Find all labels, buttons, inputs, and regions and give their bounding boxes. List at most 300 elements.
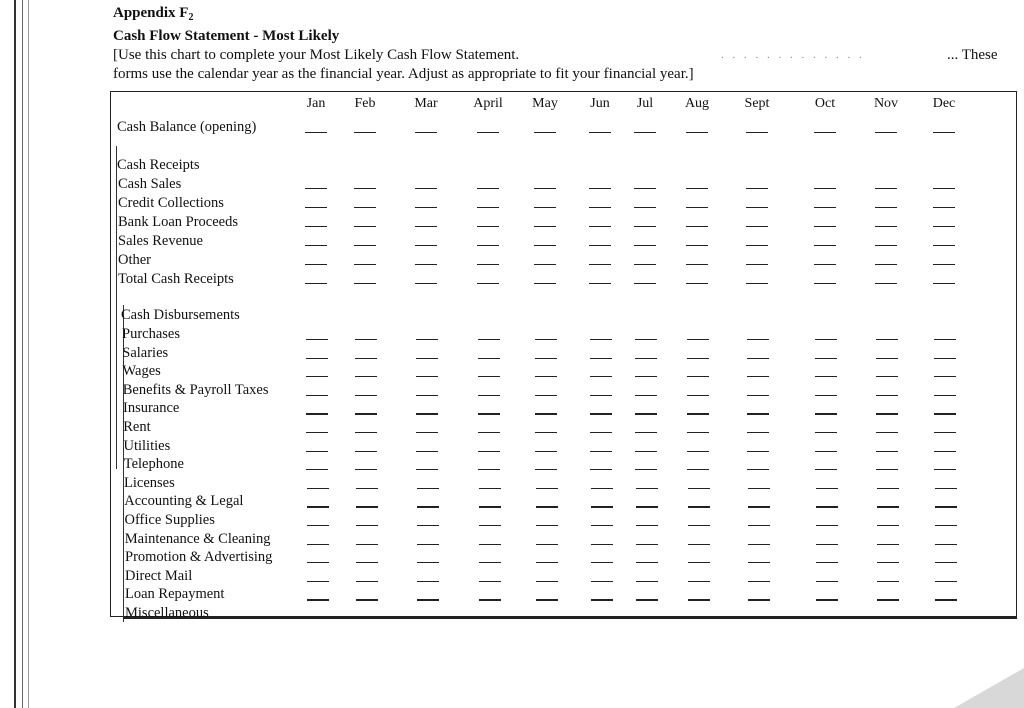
blank-entry-line[interactable] bbox=[478, 451, 500, 452]
month-header-jun: Jun bbox=[590, 96, 610, 111]
blank-entry-line[interactable] bbox=[686, 132, 708, 133]
blank-entry-line[interactable] bbox=[591, 599, 613, 600]
blank-entry-line[interactable] bbox=[748, 506, 770, 507]
blank-entry-line[interactable] bbox=[636, 618, 658, 619]
blank-entry-line[interactable] bbox=[935, 562, 957, 563]
blank-entry-line[interactable] bbox=[934, 451, 956, 452]
blank-entry-line[interactable] bbox=[687, 451, 709, 452]
blank-entry-line[interactable] bbox=[816, 525, 838, 526]
blank-entry-line[interactable] bbox=[590, 451, 612, 452]
blank-entry-line[interactable] bbox=[635, 395, 657, 396]
blank-entry-line[interactable] bbox=[934, 376, 956, 377]
blank-entry-line[interactable] bbox=[536, 581, 558, 582]
blank-entry-line[interactable] bbox=[356, 618, 378, 619]
blank-entry-line[interactable] bbox=[415, 283, 437, 284]
blank-entry-line[interactable] bbox=[688, 506, 710, 507]
blank-entry-line[interactable] bbox=[355, 469, 377, 470]
blank-entry-line[interactable] bbox=[307, 525, 329, 526]
blank-entry-line[interactable] bbox=[478, 358, 500, 359]
blank-entry-line[interactable] bbox=[478, 339, 500, 340]
blank-entry-line[interactable] bbox=[478, 395, 500, 396]
blank-entry-line[interactable] bbox=[933, 226, 955, 227]
blank-entry-line[interactable] bbox=[477, 264, 499, 265]
month-header-aug: Aug bbox=[684, 96, 710, 111]
blank-entry-line[interactable] bbox=[591, 488, 613, 489]
blank-entry-line[interactable] bbox=[814, 132, 836, 133]
blank-entry-line[interactable] bbox=[416, 432, 438, 433]
blank-entry-line[interactable] bbox=[305, 132, 327, 133]
blank-entry-line[interactable] bbox=[816, 488, 838, 489]
blank-entry-line[interactable] bbox=[746, 264, 768, 265]
blank-entry-line[interactable] bbox=[479, 562, 501, 563]
blank-entry-line[interactable] bbox=[815, 376, 837, 377]
blank-entry-line[interactable] bbox=[306, 469, 328, 470]
blank-entry-line[interactable] bbox=[536, 525, 558, 526]
blank-entry-line[interactable] bbox=[687, 339, 709, 340]
blank-entry-line[interactable] bbox=[307, 488, 329, 489]
blank-entry-line[interactable] bbox=[589, 245, 611, 246]
blank-entry-line[interactable] bbox=[307, 581, 329, 582]
blank-entry-line[interactable] bbox=[355, 358, 377, 359]
blank-entry-line[interactable] bbox=[934, 432, 956, 433]
blank-entry-line[interactable] bbox=[876, 432, 898, 433]
blank-entry-line[interactable] bbox=[635, 432, 657, 433]
blank-entry-line[interactable] bbox=[478, 469, 500, 470]
blank-entry-line[interactable] bbox=[933, 132, 955, 133]
blank-entry-line[interactable] bbox=[934, 395, 956, 396]
blank-entry-line[interactable] bbox=[478, 413, 500, 414]
blank-entry-line[interactable] bbox=[935, 618, 957, 619]
blank-entry-line[interactable] bbox=[534, 283, 556, 284]
blank-entry-line[interactable] bbox=[814, 207, 836, 208]
blank-entry-line[interactable] bbox=[479, 599, 501, 600]
blank-entry-line[interactable] bbox=[307, 599, 329, 600]
blank-entry-line[interactable] bbox=[415, 207, 437, 208]
blank-entry-line[interactable] bbox=[354, 207, 376, 208]
blank-entry-line[interactable] bbox=[415, 132, 437, 133]
blank-entry-line[interactable] bbox=[305, 245, 327, 246]
blank-entry-line[interactable] bbox=[416, 469, 438, 470]
blank-entry-line[interactable] bbox=[686, 207, 708, 208]
blank-entry-line[interactable] bbox=[877, 562, 899, 563]
blank-entry-line[interactable] bbox=[748, 599, 770, 600]
blank-entry-line[interactable] bbox=[536, 599, 558, 600]
blank-entry-line[interactable] bbox=[687, 358, 709, 359]
blank-entry-line[interactable] bbox=[590, 432, 612, 433]
blank-entry-line[interactable] bbox=[688, 525, 710, 526]
blank-entry-line[interactable] bbox=[816, 581, 838, 582]
blank-entry-line[interactable] bbox=[933, 283, 955, 284]
blank-entry-line[interactable] bbox=[747, 358, 769, 359]
blank-entry-line[interactable] bbox=[686, 264, 708, 265]
month-header-jul: Jul bbox=[636, 96, 654, 111]
blank-entry-line[interactable] bbox=[589, 188, 611, 189]
blank-entry-line[interactable] bbox=[935, 581, 957, 582]
scan-dots: . . . . . . . . . . . . . bbox=[721, 49, 865, 61]
row-label-promotion-advertising: Promotion & Advertising bbox=[125, 549, 273, 566]
blank-entry-line[interactable] bbox=[535, 413, 557, 414]
blank-entry-line[interactable] bbox=[634, 207, 656, 208]
blank-entry-line[interactable] bbox=[877, 506, 899, 507]
blank-entry-line[interactable] bbox=[534, 226, 556, 227]
blank-entry-line[interactable] bbox=[479, 581, 501, 582]
blank-entry-line[interactable] bbox=[535, 451, 557, 452]
blank-entry-line[interactable] bbox=[477, 207, 499, 208]
blank-entry-line[interactable] bbox=[479, 618, 501, 619]
blank-entry-line[interactable] bbox=[876, 451, 898, 452]
blank-entry-line[interactable] bbox=[815, 339, 837, 340]
blank-entry-line[interactable] bbox=[589, 283, 611, 284]
blank-entry-line[interactable] bbox=[477, 283, 499, 284]
blank-entry-line[interactable] bbox=[355, 376, 377, 377]
blank-entry-line[interactable] bbox=[416, 413, 438, 414]
blank-entry-line[interactable] bbox=[356, 562, 378, 563]
blank-entry-line[interactable] bbox=[354, 226, 376, 227]
blank-entry-line[interactable] bbox=[687, 469, 709, 470]
blank-entry-line[interactable] bbox=[356, 506, 378, 507]
blank-entry-line[interactable] bbox=[815, 432, 837, 433]
month-header-feb: Feb bbox=[354, 96, 376, 111]
blank-entry-line[interactable] bbox=[686, 283, 708, 284]
blank-entry-line[interactable] bbox=[356, 525, 378, 526]
row-label-cash-balance-opening: Cash Balance (opening) bbox=[117, 119, 257, 135]
blank-entry-line[interactable] bbox=[746, 207, 768, 208]
blank-entry-line[interactable] bbox=[748, 525, 770, 526]
blank-entry-line[interactable] bbox=[688, 488, 710, 489]
blank-entry-line[interactable] bbox=[876, 339, 898, 340]
blank-entry-line[interactable] bbox=[307, 618, 329, 619]
blank-entry-line[interactable] bbox=[688, 544, 710, 545]
blank-entry-line[interactable] bbox=[933, 264, 955, 265]
page-binding-edge bbox=[28, 0, 29, 708]
blank-entry-line[interactable] bbox=[634, 226, 656, 227]
blank-entry-line[interactable] bbox=[354, 188, 376, 189]
blank-entry-line[interactable] bbox=[636, 562, 658, 563]
appendix-label: Appendix $F_2$ bbox=[113, 5, 194, 23]
blank-entry-line[interactable] bbox=[688, 618, 710, 619]
blank-entry-line[interactable] bbox=[415, 245, 437, 246]
blank-entry-line[interactable] bbox=[354, 245, 376, 246]
blank-entry-line[interactable] bbox=[305, 207, 327, 208]
blank-entry-line[interactable] bbox=[877, 525, 899, 526]
blank-entry-line[interactable] bbox=[747, 413, 769, 414]
month-header-dec: Dec bbox=[932, 96, 956, 111]
blank-entry-line[interactable] bbox=[634, 245, 656, 246]
blank-entry-line[interactable] bbox=[534, 245, 556, 246]
blank-entry-line[interactable] bbox=[478, 432, 500, 433]
blank-entry-line[interactable] bbox=[816, 618, 838, 619]
blank-entry-line[interactable] bbox=[636, 525, 658, 526]
blank-entry-line[interactable] bbox=[934, 358, 956, 359]
blank-entry-line[interactable] bbox=[479, 488, 501, 489]
blank-entry-line[interactable] bbox=[478, 376, 500, 377]
blank-entry-line[interactable] bbox=[535, 358, 557, 359]
blank-entry-line[interactable] bbox=[634, 132, 656, 133]
blank-entry-line[interactable] bbox=[933, 188, 955, 189]
blank-entry-line[interactable] bbox=[935, 599, 957, 600]
blank-entry-line[interactable] bbox=[747, 432, 769, 433]
blank-entry-line[interactable] bbox=[815, 395, 837, 396]
blank-entry-line[interactable] bbox=[875, 264, 897, 265]
blank-entry-line[interactable] bbox=[688, 581, 710, 582]
blank-entry-line[interactable] bbox=[416, 451, 438, 452]
blank-entry-line[interactable] bbox=[687, 413, 709, 414]
blank-entry-line[interactable] bbox=[536, 488, 558, 489]
blank-entry-line[interactable] bbox=[746, 226, 768, 227]
blank-entry-line[interactable] bbox=[875, 132, 897, 133]
blank-entry-line[interactable] bbox=[635, 358, 657, 359]
blank-entry-line[interactable] bbox=[636, 544, 658, 545]
row-label-wages: Wages bbox=[122, 363, 161, 380]
blank-entry-line[interactable] bbox=[535, 395, 557, 396]
row-label-sales-revenue: Sales Revenue bbox=[118, 233, 203, 249]
blank-entry-line[interactable] bbox=[935, 544, 957, 545]
blank-entry-line[interactable] bbox=[416, 395, 438, 396]
blank-entry-line[interactable] bbox=[306, 339, 328, 340]
blank-entry-line[interactable] bbox=[589, 132, 611, 133]
blank-entry-line[interactable] bbox=[815, 358, 837, 359]
blank-entry-line[interactable] bbox=[634, 264, 656, 265]
blank-entry-line[interactable] bbox=[748, 618, 770, 619]
blank-entry-line[interactable] bbox=[877, 544, 899, 545]
blank-entry-line[interactable] bbox=[590, 469, 612, 470]
blank-entry-line[interactable] bbox=[746, 132, 768, 133]
blank-entry-line[interactable] bbox=[536, 506, 558, 507]
blank-entry-line[interactable] bbox=[748, 581, 770, 582]
blank-entry-line[interactable] bbox=[591, 618, 613, 619]
blank-entry-line[interactable] bbox=[635, 339, 657, 340]
blank-entry-line[interactable] bbox=[634, 188, 656, 189]
blank-entry-line[interactable] bbox=[875, 188, 897, 189]
month-header-nov: Nov bbox=[873, 96, 899, 111]
blank-entry-line[interactable] bbox=[686, 226, 708, 227]
blank-entry-line[interactable] bbox=[877, 581, 899, 582]
blank-entry-line[interactable] bbox=[477, 226, 499, 227]
blank-entry-line[interactable] bbox=[815, 469, 837, 470]
blank-entry-line[interactable] bbox=[816, 562, 838, 563]
blank-entry-line[interactable] bbox=[748, 488, 770, 489]
blank-entry-line[interactable] bbox=[636, 581, 658, 582]
blank-entry-line[interactable] bbox=[305, 283, 327, 284]
blank-entry-line[interactable] bbox=[934, 469, 956, 470]
blank-entry-line[interactable] bbox=[635, 469, 657, 470]
blank-entry-line[interactable] bbox=[635, 413, 657, 414]
blank-entry-line[interactable] bbox=[355, 451, 377, 452]
blank-entry-line[interactable] bbox=[415, 188, 437, 189]
instructions-line-1: [Use this chart to complete your Most Likely Cash Flow Statement. . . . . . . . . . . . . . ... These bbox=[113, 47, 998, 63]
blank-entry-line[interactable] bbox=[589, 207, 611, 208]
blank-entry-line[interactable] bbox=[935, 488, 957, 489]
blank-entry-line[interactable] bbox=[417, 618, 439, 619]
blank-entry-line[interactable] bbox=[748, 544, 770, 545]
blank-entry-line[interactable] bbox=[479, 525, 501, 526]
blank-entry-line[interactable] bbox=[305, 226, 327, 227]
blank-entry-line[interactable] bbox=[591, 544, 613, 545]
blank-entry-line[interactable] bbox=[305, 188, 327, 189]
row-label-other: Other bbox=[118, 252, 152, 268]
blank-entry-line[interactable] bbox=[355, 413, 377, 414]
blank-entry-line[interactable] bbox=[688, 599, 710, 600]
blank-entry-line[interactable] bbox=[416, 339, 438, 340]
blank-entry-line[interactable] bbox=[536, 544, 558, 545]
blank-entry-line[interactable] bbox=[534, 132, 556, 133]
blank-entry-line[interactable] bbox=[816, 599, 838, 600]
blank-entry-line[interactable] bbox=[814, 283, 836, 284]
blank-entry-line[interactable] bbox=[477, 188, 499, 189]
blank-entry-line[interactable] bbox=[535, 432, 557, 433]
blank-entry-line[interactable] bbox=[306, 376, 328, 377]
blank-entry-line[interactable] bbox=[815, 413, 837, 414]
blank-entry-line[interactable] bbox=[589, 226, 611, 227]
blank-entry-line[interactable] bbox=[688, 562, 710, 563]
blank-entry-line[interactable] bbox=[746, 188, 768, 189]
blank-entry-line[interactable] bbox=[876, 376, 898, 377]
blank-entry-line[interactable] bbox=[417, 581, 439, 582]
blank-entry-line[interactable] bbox=[933, 207, 955, 208]
blank-entry-line[interactable] bbox=[814, 245, 836, 246]
blank-entry-line[interactable] bbox=[590, 358, 612, 359]
blank-entry-line[interactable] bbox=[591, 506, 613, 507]
blank-entry-line[interactable] bbox=[479, 544, 501, 545]
blank-entry-line[interactable] bbox=[534, 264, 556, 265]
blank-entry-line[interactable] bbox=[590, 413, 612, 414]
blank-entry-line[interactable] bbox=[354, 283, 376, 284]
row-label-accounting-legal: Accounting & Legal bbox=[124, 493, 244, 510]
blank-entry-line[interactable] bbox=[417, 544, 439, 545]
blank-entry-line[interactable] bbox=[933, 245, 955, 246]
blank-entry-line[interactable] bbox=[355, 432, 377, 433]
blank-entry-line[interactable] bbox=[687, 395, 709, 396]
blank-entry-line[interactable] bbox=[746, 245, 768, 246]
blank-entry-line[interactable] bbox=[307, 562, 329, 563]
blank-entry-line[interactable] bbox=[747, 395, 769, 396]
blank-entry-line[interactable] bbox=[355, 339, 377, 340]
blank-entry-line[interactable] bbox=[306, 451, 328, 452]
blank-entry-line[interactable] bbox=[814, 226, 836, 227]
blank-entry-line[interactable] bbox=[417, 506, 439, 507]
blank-entry-line[interactable] bbox=[535, 469, 557, 470]
blank-entry-line[interactable] bbox=[590, 395, 612, 396]
row-label-loan-repayment: Loan Repayment bbox=[125, 586, 225, 603]
blank-entry-line[interactable] bbox=[747, 339, 769, 340]
blank-entry-line[interactable] bbox=[354, 132, 376, 133]
blank-entry-line[interactable] bbox=[816, 544, 838, 545]
blank-entry-line[interactable] bbox=[591, 525, 613, 526]
blank-entry-line[interactable] bbox=[877, 599, 899, 600]
blank-entry-line[interactable] bbox=[816, 506, 838, 507]
blank-entry-line[interactable] bbox=[354, 264, 376, 265]
blank-entry-line[interactable] bbox=[415, 226, 437, 227]
blank-entry-line[interactable] bbox=[591, 562, 613, 563]
blank-entry-line[interactable] bbox=[686, 188, 708, 189]
blank-entry-line[interactable] bbox=[356, 544, 378, 545]
blank-entry-line[interactable] bbox=[477, 132, 499, 133]
blank-entry-line[interactable] bbox=[935, 506, 957, 507]
blank-entry-line[interactable] bbox=[534, 188, 556, 189]
blank-entry-line[interactable] bbox=[536, 618, 558, 619]
blank-entry-line[interactable] bbox=[636, 506, 658, 507]
blank-entry-line[interactable] bbox=[687, 376, 709, 377]
blank-entry-line[interactable] bbox=[875, 283, 897, 284]
blank-entry-line[interactable] bbox=[306, 358, 328, 359]
month-header-mar: Mar bbox=[414, 96, 438, 111]
blank-entry-line[interactable] bbox=[307, 544, 329, 545]
blank-entry-line[interactable] bbox=[747, 469, 769, 470]
page-binding-edge bbox=[22, 0, 23, 708]
blank-entry-line[interactable] bbox=[535, 339, 557, 340]
blank-entry-line[interactable] bbox=[748, 562, 770, 563]
blank-entry-line[interactable] bbox=[876, 358, 898, 359]
blank-entry-line[interactable] bbox=[876, 395, 898, 396]
blank-entry-line[interactable] bbox=[416, 358, 438, 359]
blank-entry-line[interactable] bbox=[306, 395, 328, 396]
blank-entry-line[interactable] bbox=[746, 283, 768, 284]
blank-entry-line[interactable] bbox=[356, 599, 378, 600]
blank-entry-line[interactable] bbox=[306, 432, 328, 433]
blank-entry-line[interactable] bbox=[477, 245, 499, 246]
blank-entry-line[interactable] bbox=[356, 488, 378, 489]
blank-entry-line[interactable] bbox=[815, 451, 837, 452]
blank-entry-line[interactable] bbox=[591, 581, 613, 582]
blank-entry-line[interactable] bbox=[307, 506, 329, 507]
blank-entry-line[interactable] bbox=[935, 525, 957, 526]
blank-entry-line[interactable] bbox=[536, 562, 558, 563]
blank-entry-line[interactable] bbox=[479, 506, 501, 507]
row-label-rent: Rent bbox=[123, 419, 151, 435]
blank-entry-line[interactable] bbox=[814, 188, 836, 189]
month-header-sept: Sept bbox=[744, 96, 770, 111]
blank-entry-line[interactable] bbox=[687, 432, 709, 433]
blank-entry-line[interactable] bbox=[876, 413, 898, 414]
blank-entry-line[interactable] bbox=[686, 245, 708, 246]
blank-entry-line[interactable] bbox=[934, 339, 956, 340]
blank-entry-line[interactable] bbox=[814, 264, 836, 265]
blank-entry-line[interactable] bbox=[635, 376, 657, 377]
blank-entry-line[interactable] bbox=[535, 376, 557, 377]
blank-entry-line[interactable] bbox=[305, 264, 327, 265]
blank-entry-line[interactable] bbox=[589, 264, 611, 265]
blank-entry-line[interactable] bbox=[747, 376, 769, 377]
row-label-direct-mail: Direct Mail bbox=[125, 567, 193, 584]
blank-entry-line[interactable] bbox=[417, 488, 439, 489]
blank-entry-line[interactable] bbox=[417, 562, 439, 563]
blank-entry-line[interactable] bbox=[876, 469, 898, 470]
blank-entry-line[interactable] bbox=[417, 525, 439, 526]
blank-entry-line[interactable] bbox=[590, 339, 612, 340]
blank-entry-line[interactable] bbox=[636, 488, 658, 489]
blank-entry-line[interactable] bbox=[636, 599, 658, 600]
blank-entry-line[interactable] bbox=[934, 413, 956, 414]
blank-entry-line[interactable] bbox=[635, 451, 657, 452]
blank-entry-line[interactable] bbox=[875, 207, 897, 208]
blank-entry-line[interactable] bbox=[355, 395, 377, 396]
row-label-maintenance-cleaning: Maintenance & Cleaning bbox=[124, 530, 271, 547]
blank-entry-line[interactable] bbox=[415, 264, 437, 265]
blank-entry-line[interactable] bbox=[534, 207, 556, 208]
blank-entry-line[interactable] bbox=[590, 376, 612, 377]
blank-entry-line[interactable] bbox=[877, 488, 899, 489]
blank-entry-line[interactable] bbox=[356, 581, 378, 582]
blank-entry-line[interactable] bbox=[416, 376, 438, 377]
blank-entry-line[interactable] bbox=[877, 618, 899, 619]
blank-entry-line[interactable] bbox=[634, 283, 656, 284]
blank-entry-line[interactable] bbox=[875, 226, 897, 227]
blank-entry-line[interactable] bbox=[417, 599, 439, 600]
blank-entry-line[interactable] bbox=[306, 413, 328, 414]
blank-entry-line[interactable] bbox=[747, 451, 769, 452]
blank-entry-line[interactable] bbox=[875, 245, 897, 246]
month-header-oct: Oct bbox=[814, 96, 836, 111]
